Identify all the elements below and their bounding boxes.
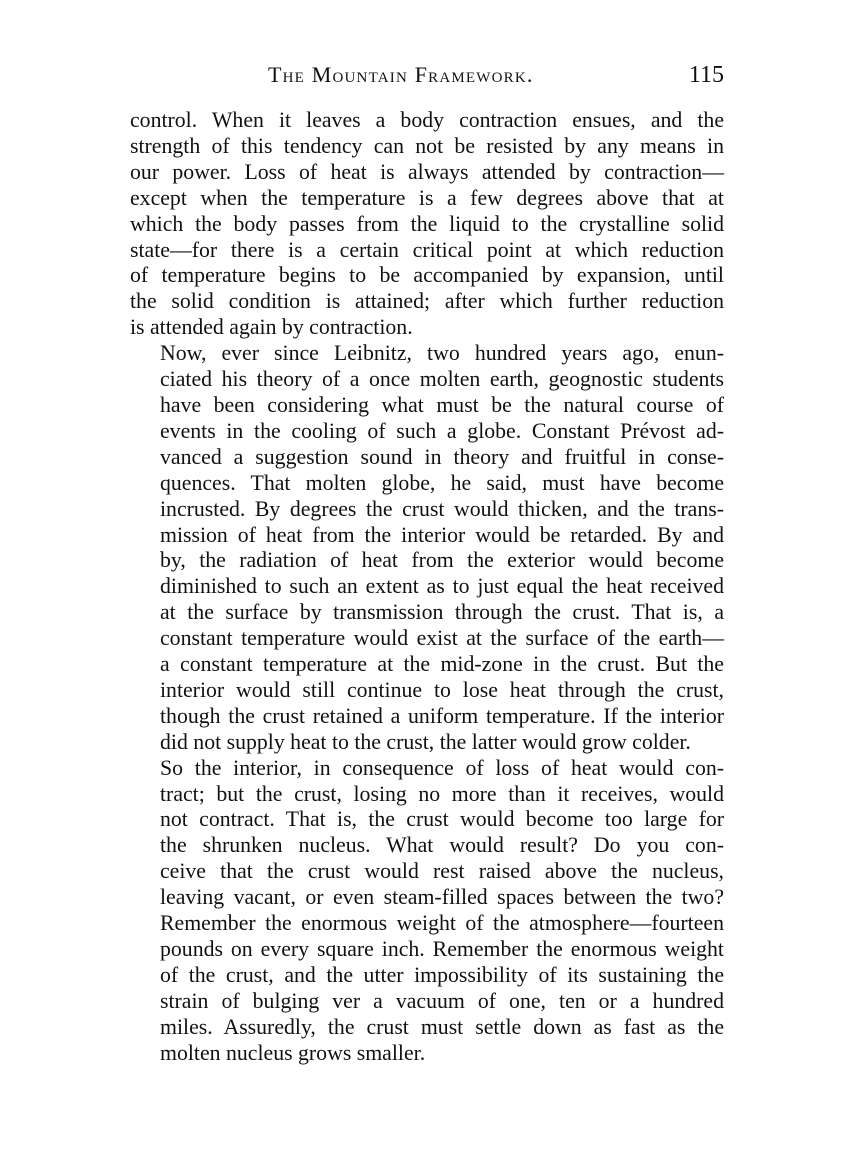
text-line: our power. Loss of heat is always attended by contraction— xyxy=(130,159,724,184)
running-title: The Mountain Framework. xyxy=(268,62,534,87)
text-line: of the crust, and the utter impossibility of its sustaining the xyxy=(160,962,724,987)
body-text xyxy=(130,108,724,1067)
text-line: vanced a suggestion sound in theory and fruitful in conse- xyxy=(160,444,724,469)
text-line: So the interior, in consequence of loss of heat would con- xyxy=(160,755,724,780)
text-line: though the crust retained a uniform temperature. If the interior xyxy=(160,703,724,728)
text-line: Remember the enormous weight of the atmosphere—fourteen xyxy=(160,911,724,936)
text-line: strain of bulging ver a vacuum of one, ten or a hundred xyxy=(160,988,724,1013)
text-line: the shrunken nucleus. What would result? Do you con- xyxy=(160,833,724,858)
text-line: state—for there is a certain critical point at which reduction xyxy=(130,237,724,262)
text-line: at the surface by transmission through the crust. That is, a xyxy=(160,600,724,625)
page-number: 115 xyxy=(688,62,724,88)
paragraph-2 xyxy=(130,341,724,756)
text-line: diminished to such an extent as to just equal the heat received xyxy=(160,574,724,599)
paragraph-3 xyxy=(130,756,724,1067)
text-line: of temperature begins to be accompanied by expansion, until xyxy=(130,263,724,288)
text-line: pounds on every square inch. Remember the enormous weight xyxy=(160,937,724,961)
text-line: events in the cooling of such a globe. Constant Prévost ad- xyxy=(160,418,724,443)
text-line: not contract. That is, the crust would become too large for xyxy=(160,807,724,832)
text-line: control. When it leaves a body contraction ensues, and the xyxy=(130,108,724,132)
text-line: have been considering what must be the natural course of xyxy=(160,392,724,417)
text-line: did not supply heat to the crust, the latter would grow colder. xyxy=(160,729,691,754)
text-line: a constant temperature at the mid-zone in the crust. But the xyxy=(160,652,724,677)
text-line: ciated his theory of a once molten earth, geognostic students xyxy=(160,367,724,392)
paragraph-1 xyxy=(130,108,724,341)
text-line: which the body passes from the liquid to the crystalline solid xyxy=(130,211,724,236)
text-line: molten nucleus grows smaller. xyxy=(160,1040,426,1065)
running-head xyxy=(130,62,724,94)
text-line: mission of heat from the interior would be retarded. By and xyxy=(160,522,724,547)
text-line: tract; but the crust, losing no more than it receives, would xyxy=(160,781,724,806)
text-line: except when the temperature is a few degrees above that at xyxy=(130,185,724,210)
text-line: strength of this tendency can not be resisted by any means in xyxy=(130,133,724,158)
text-line: quences. That molten globe, he said, must have become xyxy=(160,470,724,495)
text-line: incrusted. By degrees the crust would thicken, and the trans- xyxy=(160,496,724,521)
text-line: constant temperature would exist at the surface of the earth— xyxy=(160,626,724,651)
text-line: ceive that the crust would rest raised above the nucleus, xyxy=(160,859,724,884)
text-line: Now, ever since Leibnitz, two hundred years ago, enun- xyxy=(160,341,724,366)
text-line: interior would still continue to lose heat through the crust, xyxy=(160,677,724,702)
text-line: is attended again by contraction. xyxy=(130,315,413,340)
text-line: miles. Assuredly, the crust must settle down as fast as the xyxy=(160,1014,724,1039)
text-line: leaving vacant, or even steam-filled spaces between the two? xyxy=(160,885,724,910)
text-line: the solid condition is attained; after which further reduction xyxy=(130,289,724,314)
text-line: by, the radiation of heat from the exterior would become xyxy=(160,548,724,573)
